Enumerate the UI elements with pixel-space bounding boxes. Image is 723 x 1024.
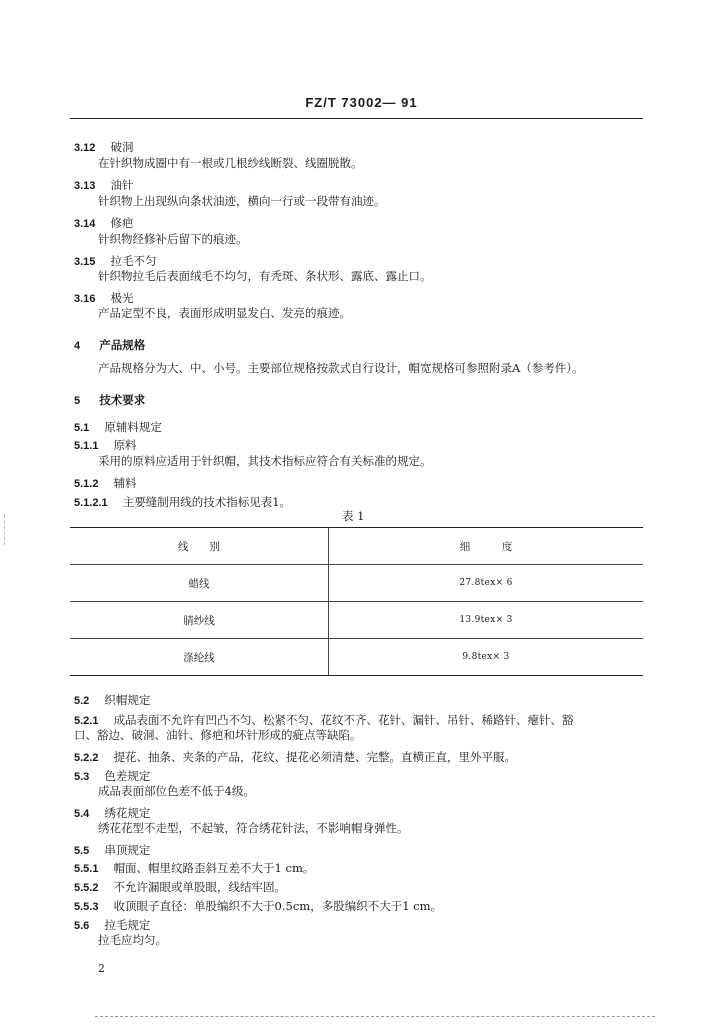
section-title: 极光 (110, 291, 134, 305)
section-5-1-1 (74, 434, 137, 453)
thread-type-cell: 涤纶线 (70, 639, 329, 676)
fineness-cell: 13.9tex× 3 (329, 602, 644, 639)
section-number: 5.1.1 (74, 440, 99, 452)
header-fineness: 细 度 (329, 528, 644, 565)
section-3-14 (74, 212, 134, 231)
section-number: 5 (74, 395, 81, 407)
section-number: 3.16 (74, 293, 96, 305)
section-number: 3.14 (74, 218, 96, 230)
section-5-2 (74, 689, 150, 708)
page-number: 2 (98, 962, 105, 975)
page-header: FZ/T 73002— 91 (305, 95, 418, 110)
scan-edge-mark (4, 515, 5, 545)
section-5-5-2 (74, 876, 286, 895)
section-number: 5.2.2 (74, 752, 99, 764)
section-5-5-3 (74, 895, 442, 914)
section-title: 产品规格 (99, 338, 146, 352)
section-title: 原料 (113, 438, 137, 452)
table-row (70, 565, 643, 602)
section-title: 辅料 (113, 476, 137, 490)
section-number: 4 (74, 340, 81, 352)
section-5-1-2-1 (74, 491, 291, 510)
section-3-15 (74, 250, 157, 269)
section-body: 采用的原料应适用于针织帽，其技术指标应符合有关标准的规定。 (98, 454, 432, 468)
section-number: 5.1 (74, 422, 90, 434)
thread-type-cell: 腈纱线 (70, 602, 329, 639)
section-5-2-1 (74, 709, 574, 728)
table-caption: 表 1 (342, 509, 365, 523)
section-body-line: 口、豁边、破洞、油针、修疤和坏针形成的疵点等缺陷。 (74, 728, 362, 742)
section-title: 破洞 (110, 140, 134, 154)
fineness-cell: 9.8tex× 3 (329, 639, 644, 676)
section-number: 3.13 (74, 180, 96, 192)
section-5-4 (74, 802, 150, 821)
section-5 (74, 389, 145, 408)
section-body: 收顶眼子直径：单股编织不大于0.5cm，多股编织不大于1 cm。 (113, 899, 443, 913)
section-body: 拉毛应均匀。 (98, 933, 167, 947)
header-thread-type: 线 别 (70, 528, 329, 565)
section-title: 修疤 (110, 216, 134, 230)
table-row (70, 639, 643, 676)
section-title: 串顶规定 (104, 843, 151, 857)
header-rule (70, 118, 643, 119)
section-number: 3.15 (74, 256, 96, 268)
section-title: 拉毛规定 (104, 918, 151, 932)
section-body: 产品定型不良，表面形成明显发白、发亮的痕迹。 (98, 306, 351, 320)
section-5-1-2 (74, 472, 137, 491)
section-title: 拉毛不匀 (110, 254, 157, 268)
section-body: 绣花花型不走型，不起皱，符合绣花针法，不影响帽身弹性。 (98, 821, 409, 835)
section-5-5 (74, 839, 150, 858)
scan-edge-line (95, 1016, 655, 1017)
section-number: 3.12 (74, 142, 96, 154)
section-number: 5.4 (74, 808, 90, 820)
section-title: 油针 (110, 178, 134, 192)
section-5-6 (74, 914, 150, 933)
section-body: 针织物上出现纵向条状油迹，横向一行或一段带有油迹。 (98, 194, 386, 208)
section-number: 5.3 (74, 771, 90, 783)
section-5-3 (74, 765, 150, 784)
section-4 (74, 334, 145, 353)
section-body: 针织物拉毛后表面绒毛不均匀，有秃斑、条状形、露底、露止口。 (98, 269, 432, 283)
section-body: 不允许漏眼或单股眼，线结牢固。 (113, 880, 287, 894)
section-5-2-2 (74, 746, 516, 765)
section-number: 5.2 (74, 695, 90, 707)
section-body: 产品规格分为大、中、小号。主要部位规格按款式自行设计，帽宽规格可参照附录A（参考件）。 (98, 361, 584, 375)
thread-spec-table (70, 527, 643, 676)
section-title: 织帽规定 (104, 693, 151, 707)
section-title: 色差规定 (104, 769, 151, 783)
section-number: 5.1.2 (74, 478, 99, 490)
section-body: 在针织物成圈中有一根或几根纱线断裂、线圈脱散。 (98, 156, 363, 170)
section-title: 原辅料规定 (104, 420, 162, 434)
section-number: 5.5.3 (74, 901, 99, 913)
section-body: 成品表面部位色差不低于4级。 (98, 784, 255, 798)
fineness-cell: 27.8tex× 6 (329, 565, 644, 602)
section-body: 针织物经修补后留下的痕迹。 (98, 232, 248, 246)
section-body: 主要缝制用线的技术指标见表1。 (122, 495, 292, 509)
section-3-12 (74, 136, 134, 155)
section-number: 5.5 (74, 845, 90, 857)
thread-type-cell: 蜡线 (70, 565, 329, 602)
section-title: 绣花规定 (104, 806, 151, 820)
table-header-row (70, 528, 643, 565)
section-number: 5.2.1 (74, 715, 99, 727)
section-body-line: 成品表面不允许有凹凸不匀、松紧不匀、花纹不齐、花针、漏针、吊针、稀路针、瘪针、豁 (113, 713, 574, 727)
section-3-16 (74, 287, 134, 306)
section-number: 5.1.2.1 (74, 497, 108, 509)
table-row (70, 602, 643, 639)
section-number: 5.6 (74, 920, 90, 932)
section-number: 5.5.1 (74, 863, 99, 875)
section-body: 提花、抽条、夹条的产品，花纹、提花必须清楚、完整。直横正直，里外平服。 (113, 750, 517, 764)
section-body: 帽面、帽里纹路歪斜互差不大于1 cm。 (113, 861, 315, 875)
section-3-13 (74, 174, 134, 193)
section-5-5-1 (74, 857, 314, 876)
section-number: 5.5.2 (74, 882, 99, 894)
section-title: 技术要求 (99, 393, 146, 407)
section-5-1 (74, 416, 162, 435)
